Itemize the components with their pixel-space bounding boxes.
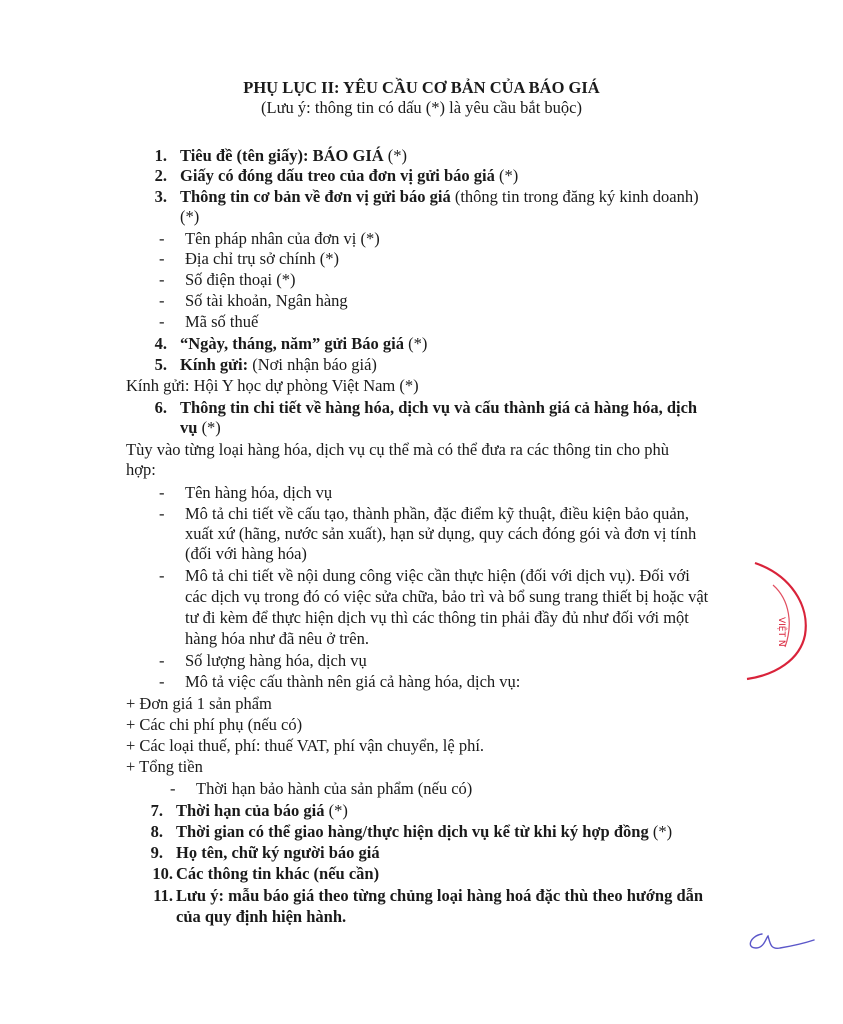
item-6-rest: (*) (197, 418, 221, 437)
recipient-note: Kính gửi: Hội Y học dự phòng Việt Nam (*) (126, 376, 419, 395)
item-4 (180, 334, 427, 354)
item-7-bold: Thời hạn của báo giá (176, 801, 325, 820)
item-8-bold: Thời gian có thể giao hàng/thực hiện dịch vụ kể từ khi ký hợp đồng (176, 822, 649, 841)
item-6-intro: Tùy vào từng loại hàng hóa, dịch vụ cụ thể mà có thể đưa ra các thông tin cho phù (126, 440, 669, 459)
bullet-dash: - (159, 229, 165, 248)
list-item: Mô tả việc cấu thành nên giá cả hàng hóa, dịch vụ: (185, 672, 521, 691)
item-8-rest: (*) (648, 822, 673, 841)
page-title: PHỤ LỤC II: YÊU CẦU CƠ BẢN CỦA BÁO GIÁ (243, 78, 600, 97)
bullet-dash: - (159, 504, 165, 523)
list-item: Tên hàng hóa, dịch vụ (185, 483, 333, 502)
item-10: Các thông tin khác (nếu cần) (176, 864, 380, 883)
item-4-bold: “Ngày, tháng, năm” gửi Báo giá (180, 334, 404, 353)
item-4-rest: (*) (403, 334, 428, 353)
stamp-text: VIỆT N (776, 617, 786, 647)
item-3-rest: (thông tin trong đăng ký kinh doanh) (450, 187, 699, 206)
list-item-continuation: tư đi kèm để thực hiện dịch vụ thì các thông tin phải đầy đủ như đối với một (185, 608, 689, 627)
red-stamp-icon (735, 555, 843, 685)
item-number: 9. (150, 843, 163, 862)
item-5-rest: (Nơi nhận báo giá) (248, 355, 377, 374)
item-3 (180, 187, 699, 207)
page-subtitle: (Lưu ý: thông tin có dấu (*) là yêu cầu bắt buộc) (261, 98, 582, 117)
item-3-bold: Thông tin cơ bản về đơn vị gửi báo giá (180, 187, 451, 206)
bullet-dash: - (159, 312, 165, 331)
item-7-rest: (*) (324, 801, 348, 820)
item-number: 10. (152, 864, 173, 883)
item-9: Họ tên, chữ ký người báo giá (176, 843, 380, 862)
list-item-continuation: các dịch vụ trong đó có việc sửa chữa, bảo trì và bổ sung trang thiết bị hoặc vật (185, 587, 709, 606)
list-item: Thời hạn bảo hành của sản phẩm (nếu có) (196, 779, 473, 798)
item-7 (176, 801, 348, 821)
list-item: Số tài khoản, Ngân hàng (185, 291, 348, 310)
list-item: Mô tả chi tiết về nội dung công việc cần thực hiện (đối với dịch vụ). Đối với (185, 566, 690, 585)
bullet-dash: - (159, 566, 165, 585)
item-number: 7. (150, 801, 163, 820)
item-2-rest: (*) (494, 166, 519, 185)
item-1-rest: (*) (383, 146, 408, 165)
item-11-line-1: Lưu ý: mẫu báo giá theo từng chủng loại hàng hoá đặc thù theo hướng dẫn (176, 886, 704, 905)
bullet-dash: - (159, 249, 165, 268)
list-item: Số điện thoại (*) (185, 270, 296, 289)
list-item: Địa chỉ trụ sở chính (*) (185, 249, 339, 268)
price-component: + Tổng tiền (126, 757, 203, 776)
item-1-bold: Tiêu đề (tên giấy): BÁO GIÁ (180, 146, 384, 165)
item-2 (180, 166, 518, 186)
item-5-bold: Kính gửi: (180, 355, 249, 374)
bullet-dash: - (170, 779, 176, 798)
price-component: + Các chi phí phụ (nếu có) (126, 715, 303, 734)
item-6-intro: hợp: (126, 460, 156, 479)
item-number: 8. (150, 822, 163, 841)
item-number: 1. (154, 146, 167, 165)
bullet-dash: - (159, 651, 165, 670)
item-2-bold: Giấy có đóng dấu treo của đơn vị gửi báo giá (180, 166, 495, 185)
price-component: + Đơn giá 1 sản phẩm (126, 694, 272, 713)
item-6-line-2 (180, 418, 221, 438)
item-5 (180, 355, 377, 375)
item-number: 3. (154, 187, 167, 206)
bullet-dash: - (159, 291, 165, 310)
bullet-dash: - (159, 672, 165, 691)
item-number: 11. (153, 886, 173, 905)
item-6-bold: vụ (180, 418, 198, 437)
signature-icon (740, 922, 820, 962)
price-component: + Các loại thuế, phí: thuế VAT, phí vận chuyển, lệ phí. (126, 736, 485, 755)
item-11-line-2: của quy định hiện hành. (176, 907, 347, 926)
item-6-line-1: Thông tin chi tiết về hàng hóa, dịch vụ và cấu thành giá cả hàng hóa, dịch (180, 398, 698, 417)
item-number: 6. (154, 398, 167, 417)
item-3-continuation: (*) (180, 207, 200, 226)
bullet-dash: - (159, 483, 165, 502)
item-8 (176, 822, 672, 842)
bullet-dash: - (159, 270, 165, 289)
item-number: 5. (154, 355, 167, 374)
list-item: Mã số thuế (185, 312, 259, 331)
item-number: 2. (154, 166, 167, 185)
item-number: 4. (154, 334, 167, 353)
item-1 (180, 146, 407, 166)
list-item: Tên pháp nhân của đơn vị (*) (185, 229, 380, 248)
list-item-continuation: hàng hóa như đã nêu ở trên. (185, 629, 369, 648)
list-item-continuation: xuất xứ (hãng, nước sản xuất), hạn sử dụng, quy cách đóng gói và đơn vị tính (185, 524, 697, 543)
list-item: Số lượng hàng hóa, dịch vụ (185, 651, 367, 670)
list-item-continuation: (đối với hàng hóa) (185, 544, 307, 563)
list-item: Mô tả chi tiết về cấu tạo, thành phần, đặc điểm kỹ thuật, điều kiện bảo quản, (185, 504, 690, 523)
